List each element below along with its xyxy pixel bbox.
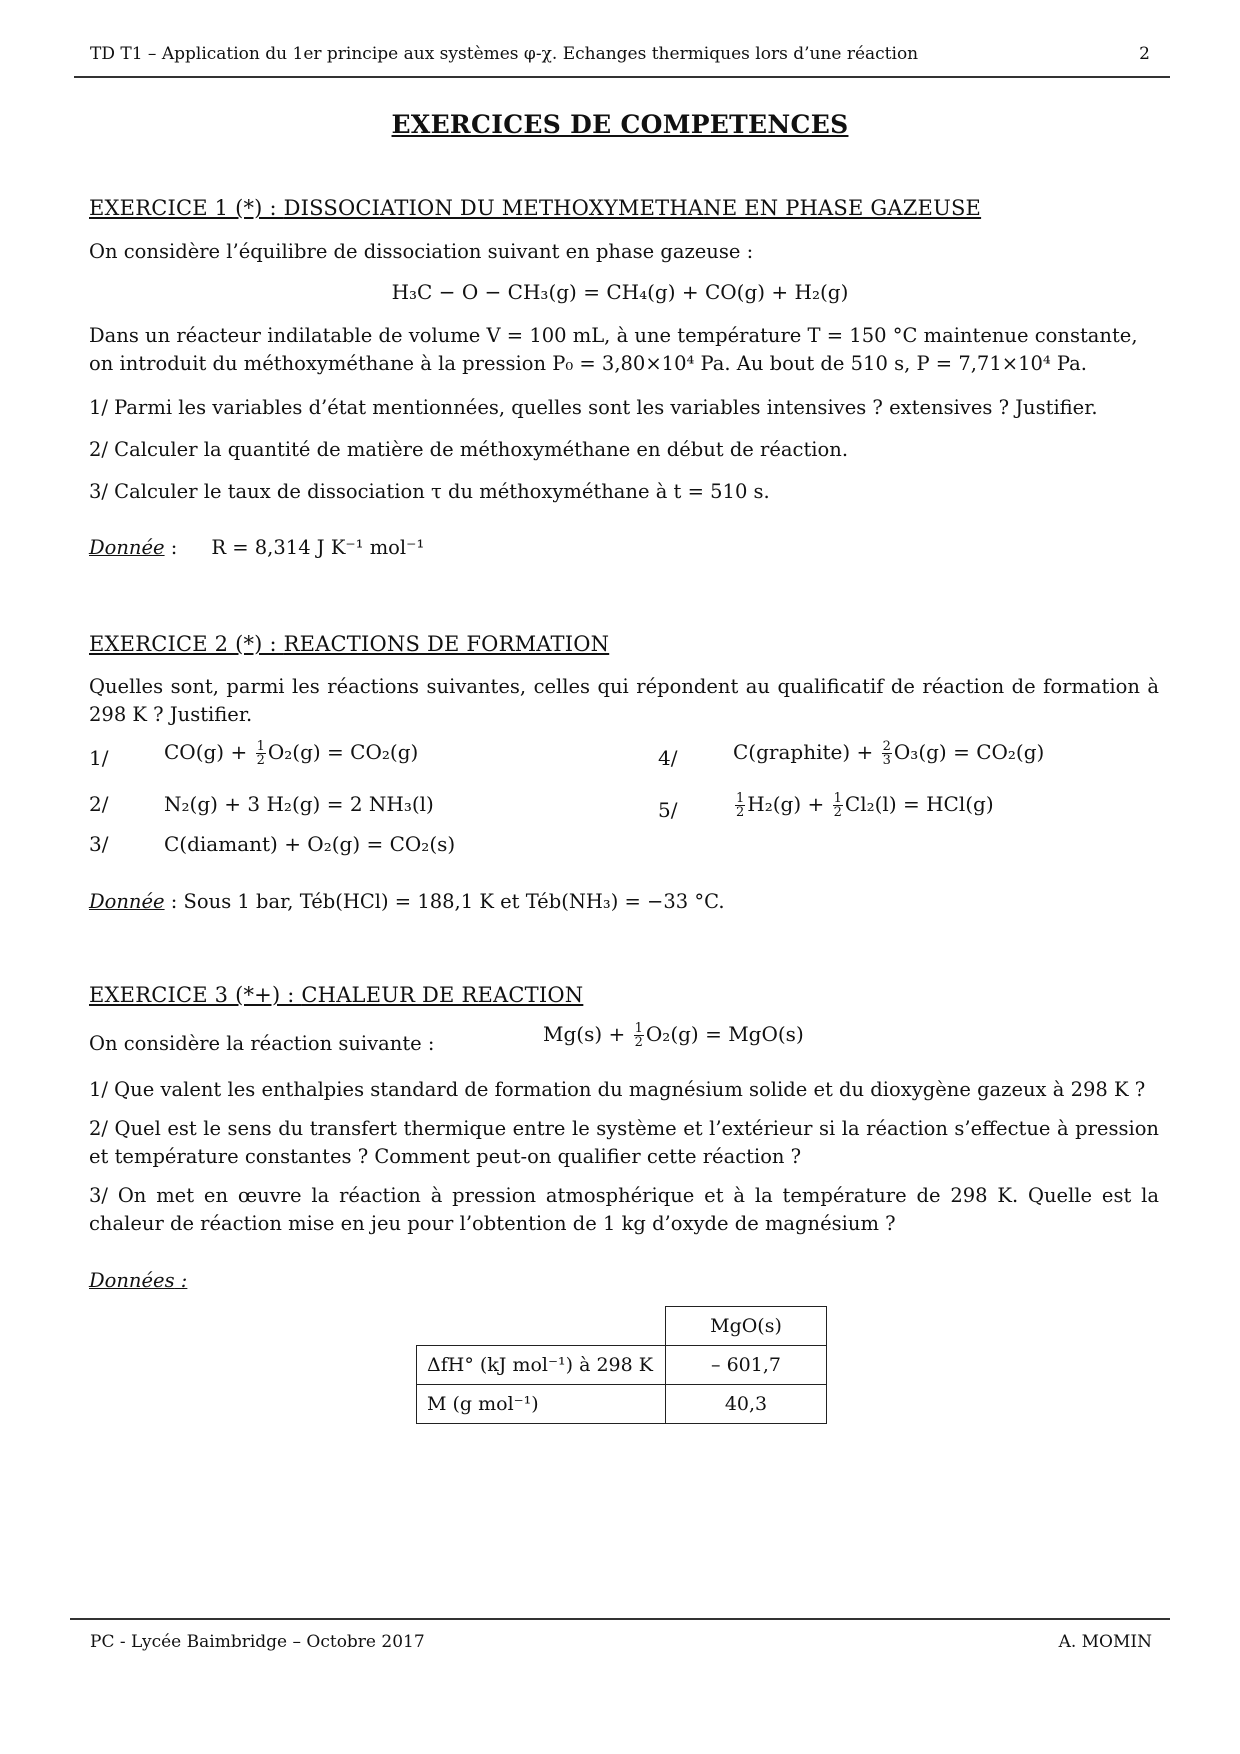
ex2-reaction-3: C(diamant) + O₂(g) = CO₂(s) bbox=[164, 832, 456, 856]
ex3-heading-prefix: EXERCICE 3 (*+) : bbox=[89, 983, 302, 1007]
ex1-question-2: 2/ Calculer la quantité de matière de méthoxyméthane en début de réaction. bbox=[89, 438, 849, 461]
ex3-data-sep: : bbox=[174, 1269, 188, 1292]
ex2-intro: Quelles sont, parmi les réactions suivantes, celles qui répondent au qualificatif de réaction de formation à 298 K ? Justifier. bbox=[89, 675, 1159, 726]
table-col-header: MgO(s) bbox=[666, 1307, 827, 1346]
ex3-eq-before: Mg(s) + bbox=[543, 1022, 632, 1046]
table-empty-cell bbox=[417, 1307, 666, 1346]
ex1-question-1: 1/ Parmi les variables d’état mentionnées, quelles sont les variables intensives ? extensives ? Justifier. bbox=[89, 396, 1098, 419]
ex2-r1-frac-den: 2 bbox=[256, 753, 265, 768]
ex1-equation: H₃C − O − CH₃(g) = CH₄(g) + CO(g) + H₂(g) bbox=[391, 280, 849, 304]
ex2-r4-after: O₃(g) = CO₂(g) bbox=[893, 740, 1045, 764]
ex2-data bbox=[89, 888, 1159, 916]
ex2-reaction-5-num: 5/ bbox=[658, 798, 678, 822]
ex2-r5-fraction-1 bbox=[735, 792, 745, 819]
ex3-eq-frac-num: 1 bbox=[634, 1021, 643, 1036]
ex3-data-label: Données bbox=[89, 1269, 175, 1292]
ex2-r5-f2-num: 1 bbox=[833, 791, 842, 806]
ex1-heading-title: DISSOCIATION DU METHOXYMETHANE EN PHASE GAZEUSE bbox=[283, 196, 982, 220]
ex2-r4-before: C(graphite) + bbox=[733, 740, 880, 764]
ex3-eq-fraction bbox=[634, 1022, 644, 1049]
ex1-heading bbox=[89, 196, 981, 220]
ex3-question-1: 1/ Que valent les enthalpies standard de formation du magnésium solide et du dioxygène gazeux à 298 K ? bbox=[89, 1078, 1146, 1101]
table-header-row bbox=[417, 1307, 827, 1346]
ex3-heading-title: CHALEUR DE REACTION bbox=[301, 983, 584, 1007]
ex3-equation bbox=[543, 1022, 804, 1049]
ex1-paragraph: Dans un réacteur indilatable de volume V = 100 mL, à une température T = 150 °C maintenue constante, on introduit du méthoxyméthane à la pression P₀ = 3,80×10⁴ Pa. Au bout de 510 s, P = 7,71×10⁴ Pa. bbox=[89, 324, 1138, 375]
page-header bbox=[90, 44, 1150, 64]
table-row bbox=[417, 1346, 827, 1385]
footer-left: PC - Lycée Baimbridge – Octobre 2017 bbox=[90, 1632, 425, 1652]
ex2-reaction-4 bbox=[733, 740, 1044, 767]
ex2-r1-frac-num: 1 bbox=[256, 739, 265, 754]
ex1-heading-prefix: EXERCICE 1 (*) : bbox=[89, 196, 284, 220]
ex2-reaction-4-num: 4/ bbox=[658, 746, 678, 770]
ex1-data bbox=[89, 534, 1159, 562]
table-row-label: M (g mol⁻¹) bbox=[417, 1385, 666, 1424]
ex2-reaction-2: N₂(g) + 3 H₂(g) = 2 NH₃(l) bbox=[164, 792, 434, 816]
ex3-data bbox=[89, 1267, 1159, 1295]
ex2-data-value: : Sous 1 bar, Téb(HCl) = 188,1 K et Téb(NH₃) = −33 °C. bbox=[164, 890, 725, 913]
ex1-data-value: R = 8,314 J K⁻¹ mol⁻¹ bbox=[211, 536, 425, 559]
ex2-reaction-1-num: 1/ bbox=[89, 746, 109, 770]
table-row-value: 40,3 bbox=[666, 1385, 827, 1424]
ex2-r5-f2-den: 2 bbox=[833, 805, 842, 820]
header-rule bbox=[74, 76, 1170, 78]
table-row-value: – 601,7 bbox=[666, 1346, 827, 1385]
footer-author: A. MOMIN bbox=[1058, 1632, 1152, 1652]
ex2-reaction-2-num: 2/ bbox=[89, 792, 109, 816]
ex2-heading-title: REACTIONS DE FORMATION bbox=[283, 632, 610, 656]
ex3-eq-frac-den: 2 bbox=[634, 1035, 643, 1050]
ex2-data-label: Donnée bbox=[89, 890, 165, 913]
ex2-r4-fraction bbox=[882, 740, 892, 767]
ex2-r5-f1-num: 1 bbox=[736, 791, 745, 806]
page-number: 2 bbox=[1139, 44, 1150, 64]
ex2-r1-fraction bbox=[256, 740, 266, 767]
ex3-question-3: 3/ On met en œuvre la réaction à pression atmosphérique et à la température de 298 K. Quelle est la chaleur de réaction mise en jeu pour l’obtention de 1 kg d’oxyde de magnésium ? bbox=[89, 1184, 1159, 1235]
ex2-r5-fraction-2 bbox=[833, 792, 843, 819]
ex2-r4-frac-den: 3 bbox=[882, 753, 891, 768]
ex2-r4-frac-num: 2 bbox=[882, 739, 891, 754]
ex2-r1-before: CO(g) + bbox=[164, 740, 254, 764]
ex2-r5-after: Cl₂(l) = HCl(g) bbox=[844, 792, 994, 816]
ex2-reaction-3-num: 3/ bbox=[89, 832, 109, 856]
ex3-data-table bbox=[416, 1306, 827, 1424]
ex1-data-label: Donnée bbox=[89, 536, 165, 559]
page-footer bbox=[90, 1632, 1152, 1652]
table-row-label: ΔfH° (kJ mol⁻¹) à 298 K bbox=[417, 1346, 666, 1385]
ex3-question-2: 2/ Quel est le sens du transfert thermique entre le système et l’extérieur si la réaction s’effectue à pression et température constantes ? Comment peut-on qualifier cette réaction ? bbox=[89, 1117, 1159, 1168]
ex2-reaction-5 bbox=[733, 792, 994, 819]
page-title: EXERCICES DE COMPETENCES bbox=[391, 110, 849, 139]
ex2-heading bbox=[89, 632, 609, 656]
footer-rule bbox=[70, 1618, 1170, 1620]
ex2-reaction-1 bbox=[164, 740, 418, 767]
header-text: TD T1 – Application du 1er principe aux systèmes φ-χ. Echanges thermiques lors d’une réaction bbox=[90, 44, 919, 64]
ex1-data-sep: : bbox=[164, 536, 178, 559]
ex2-r5-mid: H₂(g) + bbox=[747, 792, 831, 816]
ex1-question-3: 3/ Calculer le taux de dissociation τ du méthoxyméthane à t = 510 s. bbox=[89, 480, 770, 503]
ex2-r1-after: O₂(g) = CO₂(g) bbox=[267, 740, 419, 764]
ex3-intro: On considère la réaction suivante : bbox=[89, 1032, 435, 1055]
ex1-intro: On considère l’équilibre de dissociation suivant en phase gazeuse : bbox=[89, 240, 754, 263]
ex2-r5-f1-den: 2 bbox=[736, 805, 745, 820]
ex3-eq-after: O₂(g) = MgO(s) bbox=[645, 1022, 804, 1046]
ex3-heading bbox=[89, 983, 583, 1007]
ex2-heading-prefix: EXERCICE 2 (*) : bbox=[89, 632, 284, 656]
table-row bbox=[417, 1385, 827, 1424]
